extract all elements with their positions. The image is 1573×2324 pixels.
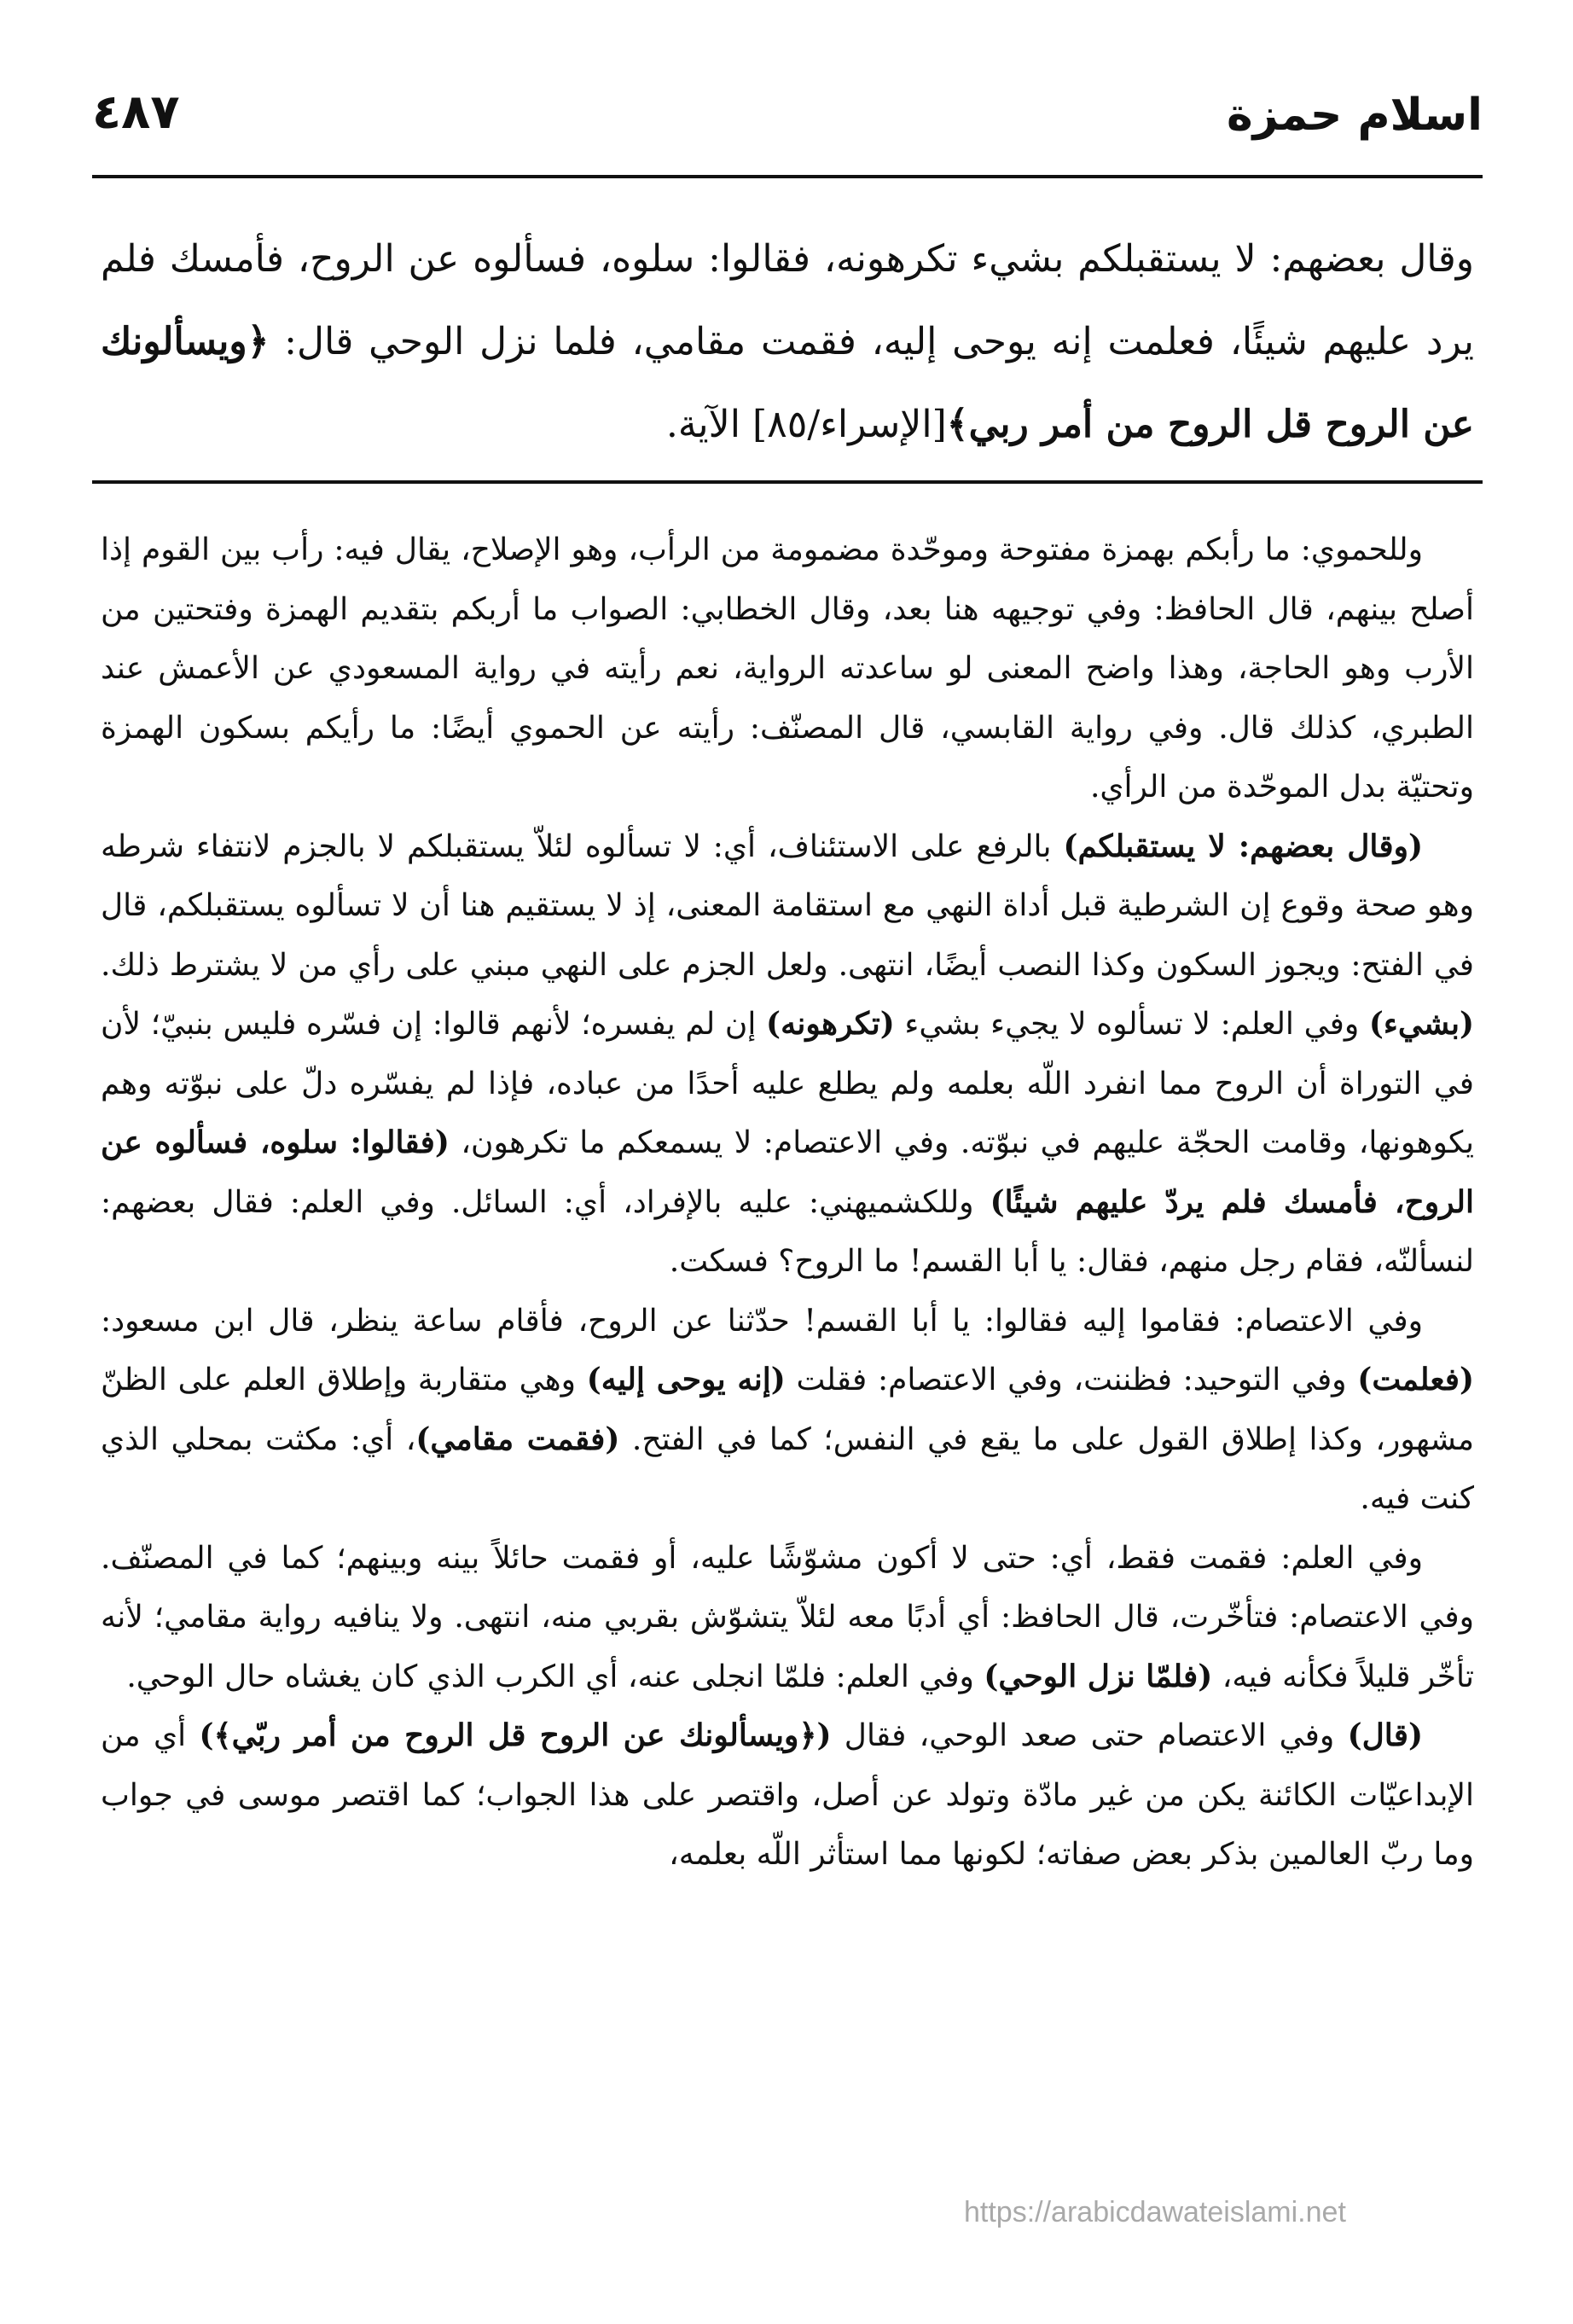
hadith-body: وقال بعضهم: لا يستقبلكم بشيء تكرهونه، فقالوا: سلوه، فسألوه عن الروح، فأمسك فلم يرد عليهم شيئًا، فعلمت إنه يوحى إليه، فقمت مقامي، فلما نزل الوحي قال: — [101, 237, 1474, 363]
matn-quote: (﴿ويسألونك عن الروح قل الروح من أمر ربّي﴾) — [199, 1717, 832, 1753]
commentary-paragraph-2 — [101, 817, 1474, 1292]
page-header — [92, 81, 1483, 158]
commentary-text-run: وللكشميهني: عليه بالإفراد، أي: السائل. وفي العلم: فقال بعضهم: لنسألنّه، فقام رجل منهم، فقال: يا أبا القسم! ما الروح؟ فسكت. — [101, 1184, 1474, 1279]
running-title: اسلام حمزة — [1226, 90, 1483, 141]
commentary-paragraph-3 — [101, 1292, 1474, 1529]
commentary-text-run: بالرفع على الاستئناف، أي: لا تسألوه لئلاّ يستقبلكم لا بالجزم لانتفاء شرطه وهو صحة وقوع إن الشرطية قبل أداة النهي مع استقامة المعنى، إذ لا يستقيم هنا أن لا تسألوه يستقبلكم، قال في الفتح: ويجوز السكون وكذا النصب أيضًا، انتهى. ولعل الجزم على النهي مبني على رأي من لا يشترط ذلك. — [101, 828, 1474, 983]
commentary-text-run: وللحموي: ما رأبكم بهمزة مفتوحة وموحّدة مضمومة من الرأب، وهو الإصلاح، يقال فيه: رأب بين القوم إذا أصلح بينهم، قال الحافظ: وفي توجيهه هنا بعد، وقال الخطابي: الصواب ما أربكم بتقديم الهمزة وفتحتين من الأرب وهو الحاجة، وهذا واضح المعنى لو ساعدته الرواية، نعم رأيته في رواية المسعودي عن الأعمش عند الطبري، كذلك قال. وفي رواية القابسي، قال المصنّف: رأيته عن الحموي أيضًا: ما رأيكم بسكون الهمزة وتحتيّة بدل الموحّدة من الرأي. — [101, 532, 1474, 805]
matn-quote: (فقمت مقامي) — [415, 1421, 620, 1457]
commentary-text-run: وفي الاعتصام: فقاموا إليه فقالوا: يا أبا القسم! حدّثنا عن الروح، فأقام ساعة ينظر، قال ابن مسعود: — [101, 1303, 1423, 1339]
matn-quote: (فقالوا: سلوه، فسألوه عن الروح، فأمسك فلم يردّ عليهم شيئًا) — [101, 1124, 1474, 1220]
commentary-paragraph-5 — [101, 1706, 1474, 1885]
hadith-ending: الآية. — [665, 403, 752, 446]
matn-quote: (فعلمت) — [1357, 1362, 1475, 1397]
matn-quote: (وقال بعضهم: لا يستقبلكم) — [1063, 828, 1423, 864]
quran-verse: ﴿ويسألونك عن الروح قل الروح من أمر ربي﴾ — [101, 320, 1474, 446]
commentary-text-run: إن لم يفسره؛ لأنهم قالوا: إن فسّره فليس بنبيّ؛ لأن في التوراة أن الروح مما انفرد اللّه بعلمه ولم يطلع عليه أحدًا من عباده، فإذا لم يفسّره دلّ على نبوّته وهم يكوهونها، وقامت الحجّة عليهم في نبوّته. وفي الاعتصام: لا يسمعكم ما تكرهون، — [101, 1007, 1474, 1160]
commentary-text-run: وهي متقاربة وإطلاق العلم على الظنّ مشهور، وكذا إطلاق القول على ما يقع في النفس؛ كما في الفتح. — [101, 1362, 1474, 1457]
matn-quote: (تكرهونه) — [766, 1006, 895, 1042]
header-rule — [92, 175, 1483, 178]
matn-quote: (فلمّا نزل الوحي) — [984, 1658, 1213, 1694]
hadith-text — [101, 218, 1474, 466]
commentary-text-run: وفي العلم: لا تسألوه لا يجيء بشيء — [894, 1007, 1369, 1042]
commentary-text — [101, 520, 1474, 1885]
matn-quote: (قال) — [1347, 1717, 1423, 1753]
commentary-text-run: وفي العلم: فلمّا انجلى عنه، أي الكرب الذي كان يغشاه حال الوحي. — [126, 1659, 984, 1694]
matn-quote: (بشيء) — [1368, 1006, 1474, 1042]
commentary-text-run: ، أي: مكثت بمحلي الذي كنت فيه. — [101, 1421, 1474, 1516]
website-watermark: https://arabicdawateislami.net — [964, 2196, 1346, 2228]
section-divider — [92, 480, 1483, 484]
commentary-text-run: وفي الاعتصام حتى صعد الوحي، فقال — [831, 1718, 1348, 1753]
commentary-paragraph-1 — [101, 520, 1474, 817]
commentary-text-run: وفي العلم: فقمت فقط، أي: حتى لا أكون مشوّشًا عليه، أو فقمت حائلاً بينه وبينهم؛ كما في المصنّف. وفي الاعتصام: فتأخّرت، قال الحافظ: أي أدبًا معه لئلاّ يتشوّش بقربي منه، انتهى. ولا ينافيه رواية مقامي؛ لأنه تأخّر قليلاً فكأنه فيه، — [101, 1540, 1474, 1694]
verse-citation: [الإسراء/٨٥] — [752, 403, 947, 446]
commentary-text-run: وفي التوحيد: فظننت، وفي الاعتصام: فقلت — [785, 1362, 1358, 1397]
hadith-paragraph — [101, 218, 1474, 466]
page-number: ٤٨٧ — [92, 84, 180, 140]
matn-quote: (إنه يوحى إليه) — [586, 1362, 786, 1397]
commentary-text-run: أي من الإبداعيّات الكائنة يكن من غير مادّة وتولد عن أصل، واقتصر على هذا الجواب؛ كما اقتصر موسى في جواب وما ربّ العالمين بذكر بعض صفاته؛ لكونها مما استأثر اللّه بعلمه، — [101, 1718, 1474, 1872]
commentary-paragraph-4 — [101, 1529, 1474, 1707]
